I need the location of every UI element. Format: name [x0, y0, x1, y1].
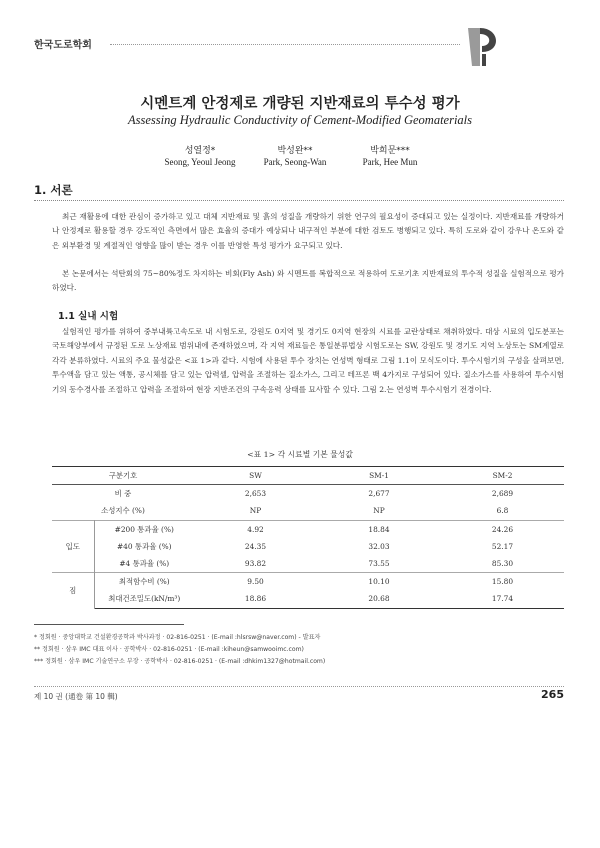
lab-test-paragraph: 실험적인 평가를 위하여 중부내륙고속도로 내 시험도로, 강원도 0지역 및 경기도 0지역 현장의 시료를 교란상태로 채취하였다. 대상 시료의 입도분포는 국토해양부에서 규정된 도로 노상재료 범위내에 존재하였으며, 각 지역 재료들은 통일분류법상 시험도로는 SW, 강원도 및 경기도 지역 노상토는 SM계열로 각각 분류하였다. 시료의 주요 물성값은 <표 1>과 같다. 시험에 사용된 투수 장치는 연성벽 형태로 그림 1.1이 모식도이다. 투수시험기의 구성을 살펴보면, 투수액을 담고 있는 액통, 공시체를 담고 있는 압력셀, 압력을 조절하는 질소가스, 그리고 테프론 백 4가지로 구성되어 있다. 질소가스를 사용하여 투수시험기의 동수경사를 조절하고 압력을 조절하여 현장 지반조건의 구속응력 상태를 묘사할 수 있다. 그림 2.는 연성벽 투수시험기 전경이다.	[52, 327, 564, 394]
page-number: 265	[541, 688, 564, 701]
row-label-4-passing: #4 통과율 (%)	[119, 559, 170, 569]
author-2-name-en: Park, Seong-Wan	[263, 157, 327, 167]
footnote-1: * 정회원 · 중앙대학교 건설환경공학과 박사과정 · 02-816-0251 · (E-mail :hlsrsw@naver.com) - 발표자	[34, 634, 321, 641]
author-3-name-en: Park, Hee Mun	[362, 157, 418, 167]
author-1-name-en: Seong, Yeoul Jeong	[164, 157, 236, 167]
row-group-gradation: 입도	[52, 520, 94, 573]
row-label-200-passing: #200 통과율 (%)	[94, 520, 194, 538]
intro-paragraph-2: 본 논문에서는 석탄회의 75~80%정도 차지하는 비회(Fly Ash) 와 시멘트를 복합적으로 적용하여 도로기초 지반재료의 투수적 성질을 실험적으로 평가하였다.	[52, 269, 564, 293]
section-divider	[34, 200, 564, 201]
table-cell: 6.8	[496, 506, 509, 516]
footnote-3: *** 정회원 · 삼우 IMC 기술연구소 부장 · 공학박사 · 02-816-0251 · (E-mail :dhkim1327@hotmail.com)	[34, 658, 326, 665]
table-cell: 93.82	[244, 559, 267, 569]
row-label-optimum-moisture: 최적함수비 (%)	[94, 573, 194, 591]
footer-divider	[34, 686, 564, 687]
row-label-max-dry-density: 최대건조밀도(kN/m³)	[94, 590, 194, 608]
author-2-name-ko: 박성완**	[277, 146, 313, 156]
row-group-compaction: 짐	[52, 573, 94, 608]
table-cell: 9.50	[194, 573, 317, 591]
header-divider	[110, 44, 460, 45]
section-1-heading: 1. 서론	[34, 183, 73, 197]
table-cell: NP	[373, 506, 385, 516]
table-cell: 15.80	[441, 573, 564, 591]
table-cell: 24.26	[441, 520, 564, 538]
table-cell: 73.55	[368, 559, 390, 569]
paper-title-english: Assessing Hydraulic Conductivity of Cement-Modified Geomaterials	[127, 113, 473, 127]
column-header-sm2: SM-2	[441, 467, 564, 485]
table-row	[52, 573, 564, 591]
society-logo-icon	[460, 22, 506, 68]
footnote-divider	[34, 624, 184, 625]
header-org: 한국도로학회	[34, 40, 92, 51]
column-header-sm1: SM-1	[317, 467, 441, 485]
table-row	[52, 485, 564, 503]
table-row	[52, 538, 564, 555]
table-cell: 20.68	[317, 590, 441, 608]
table-row	[52, 520, 564, 538]
table-cell: 18.84	[317, 520, 441, 538]
table-cell: 85.30	[491, 559, 514, 569]
table-cell: 2,689	[491, 489, 514, 499]
table-cell: 24.35	[244, 541, 267, 551]
table-cell: 2,653	[244, 489, 267, 499]
table-cell: 4.92	[194, 520, 317, 538]
table-cell: 32.03	[368, 541, 390, 551]
table-cell: 18.86	[194, 590, 317, 608]
author-3	[330, 143, 450, 167]
row-label-40-passing: #40 통과율 (%)	[116, 541, 172, 551]
column-header-sw: SW	[194, 467, 317, 485]
author-1-name-ko: 성열정*	[184, 146, 216, 156]
paper-title-korean: 시멘트계 안정제로 개량된 지반재료의 투수성 평가	[140, 96, 460, 112]
table-cell: 10.10	[317, 573, 441, 591]
properties-table	[52, 466, 564, 609]
table-row	[52, 502, 564, 520]
table-cell: 52.17	[491, 541, 514, 551]
table-cell: 2,677	[368, 489, 390, 499]
row-label-plasticity-index: 소성지수 (%)	[101, 506, 145, 516]
table-caption: <표 1> 각 시료별 기본 물성값	[247, 450, 353, 459]
footnote-2: ** 정회원 · 삼우 IMC 대표 이사 · 공학박사 · 02-816-0251 · (E-mail :kiheun@samwooimc.com)	[34, 646, 304, 653]
table-cell: NP	[249, 506, 262, 516]
table-row	[52, 590, 564, 608]
column-header-symbol: 구분기호	[52, 467, 194, 485]
footer-volume: 제 10 권 (通卷 第 10 輯)	[34, 692, 118, 701]
intro-paragraph-1: 최근 재활용에 대한 관심이 증가하고 있고 대체 지반재료 및 흙의 성질을 개량하기 위한 연구의 필요성이 증대되고 있는 실정이다. 지반재료를 개량하거나 안정제로 활용할 경우 강도적인 측면에서 많은 효율의 증대가 예상되나 내구적인 부분에 대한 검토도 병행되고 있다. 특히 도로와 같이 강우나 온도와 같은 외부환경 및 계절적인 영향을 많이 받는 경우 이를 반영한 특성 평가가 요구되고 있다.	[52, 212, 564, 250]
table-cell: 17.74	[441, 590, 564, 608]
author-3-name-ko: 박희문***	[370, 146, 410, 156]
table-header-row	[52, 467, 564, 485]
table-row	[52, 555, 564, 573]
section-1-1-heading: 1.1 실내 시험	[58, 311, 119, 322]
row-label-specific-gravity: 비 중	[114, 489, 132, 499]
